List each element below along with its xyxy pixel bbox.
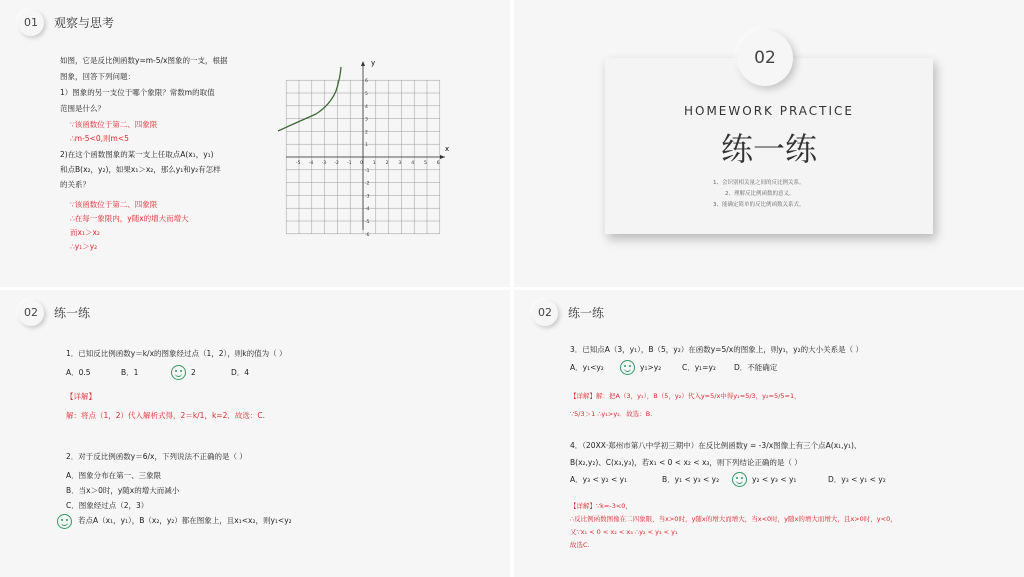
slide-homework-practice — [514, 0, 1024, 287]
explanation: 【详解】解：把A（3，y₁），B（5，y₂）代入y=5/x中得y₁=5/3，y₂=5/5=1， — [570, 392, 801, 400]
slide-practice-2 — [514, 290, 1024, 577]
x-tick-label: -4 — [308, 161, 314, 166]
option-c: y₂ < y₃ < y₁ — [752, 475, 797, 484]
homework-english-title: HOMEWORK PRACTICE — [683, 104, 855, 118]
slide-practice-1 — [0, 290, 510, 577]
option-b: B．1 — [121, 368, 139, 377]
objective-item: 2、理解反比例函数的意义。 — [725, 191, 795, 197]
smiley-icon — [620, 360, 635, 375]
answer-line: ∴m-5<0,则m<5 — [70, 134, 129, 143]
explanation: ∴反比例函数图像在二四象限，当x>0时，y随x的增大而增大，当x<0时，y随x的增大而增大，且x>0时，y<0， — [570, 515, 897, 523]
y-tick-label: -2 — [365, 181, 370, 187]
option-a: A．图象分布在第一、三象限 — [66, 471, 162, 480]
y-tick-label: 2 — [365, 130, 368, 136]
objective-item: 3、能确定简单的反比例函数关系式。 — [713, 202, 805, 208]
option-a: A．y₃ < y₂ < y₁ — [570, 475, 628, 484]
x-tick-label: -1 — [347, 161, 352, 166]
answer-line: ∴在每一象限内，y随x的增大而增大 — [70, 214, 189, 223]
x-tick-label: -3 — [321, 161, 327, 166]
smiley-icon — [57, 514, 72, 529]
option-d: D．4 — [231, 368, 250, 377]
answer-line: ∵该函数位于第二、四象限 — [70, 200, 158, 209]
question-4-cont: B(x₂,y₂)、C(x₃,y₃)，若x₁ < 0 < x₂ < x₃，则下列结论正确的是（ ） — [570, 458, 802, 467]
x-tick-label: 0 — [360, 161, 363, 166]
objectives-list — [713, 178, 805, 211]
option-a: A．0.5 — [66, 368, 91, 377]
y-tick-label: 3 — [365, 117, 368, 123]
option-b: B．y₁ < y₃ < y₂ — [662, 475, 720, 484]
slide-observe-think — [0, 0, 510, 287]
explanation: 故选C. — [570, 541, 590, 549]
section-title: 练一练 — [568, 306, 605, 320]
smiley-icon — [171, 365, 186, 380]
y-tick-label: -3 — [365, 194, 370, 200]
y-tick-label: -6 — [365, 232, 370, 238]
answer-line: ∴y₁＞y₂ — [70, 242, 98, 251]
question-2: 2．对于反比例函数y＝6/x，下列说法不正确的是（ ） — [66, 452, 247, 461]
homework-chinese-title: 练一练 — [720, 130, 817, 168]
explanation: ∵5/3＞1 ∴y₁>y₂．故选：B. — [570, 410, 653, 418]
x-tick-label: -2 — [334, 161, 339, 166]
section-number: 01 — [18, 10, 44, 36]
x-axis-label: x — [445, 145, 450, 153]
y-tick-label: -1 — [365, 168, 370, 174]
x-tick-label: -5 — [296, 161, 301, 166]
x-tick-label: 4 — [411, 161, 415, 166]
option-d: D．y₃ < y₁ < y₂ — [828, 475, 886, 484]
question-1: 1．已知反比例函数y＝k/x的图象经过点（1，2），则k的值为（ ） — [66, 349, 287, 358]
y-tick-label: -4 — [365, 207, 370, 213]
x-tick-label: 6 — [436, 161, 440, 166]
question-line: 的关系？ — [60, 180, 90, 189]
answer-line: 而x₁＞x₂ — [70, 228, 100, 237]
option-d: D．不能确定 — [734, 363, 778, 372]
coordinate-graph — [275, 55, 455, 238]
y-axis-arrow-icon — [361, 61, 365, 66]
option-c: C．图象经过点（2，3） — [66, 501, 149, 510]
question-line: 如图，它是反比例函数y=m-5/x图象的一支，根据 — [60, 56, 228, 65]
x-tick-label: 5 — [424, 161, 427, 166]
option-b: B．当x＞0时，y随x的增大而减小 — [66, 486, 180, 495]
option-c: C．y₁=y₂ — [682, 363, 716, 372]
hyperbola-curve — [278, 67, 341, 131]
question-line: 和点B(x₂，y₂)，如果x₁＞x₂，那么y₁和y₂有怎样 — [60, 165, 221, 174]
option-d: 若点A（x₁，y₁），B（x₂，y₂）都在图象上，且x₁<x₂，则y₁<y₂ — [78, 516, 292, 525]
section-number: 02 — [18, 300, 44, 326]
explanation: 【详解】∵k=-3<0， — [570, 502, 632, 510]
explanation: 又∵x₁ < 0 < x₂ < x₃ ∴y₂ < y₃ < y₁ — [570, 528, 678, 536]
detail-label: 【详解】 — [66, 392, 96, 401]
section-title: 练一练 — [54, 306, 91, 320]
explanation: 解：将点（1，2）代入解析式得，2＝k/1，k=2．故选：C. — [66, 411, 265, 420]
option-b: y₁>y₂ — [640, 363, 662, 372]
objective-item: 1、会识别相关量之间的反比例关系。 — [713, 180, 805, 186]
y-tick-label: 4 — [365, 104, 368, 110]
y-tick-label: -5 — [365, 220, 370, 225]
question-line: 范围是什么？ — [60, 104, 105, 113]
question-line: 图象，回答下列问题： — [60, 72, 135, 81]
option-c: 2 — [191, 368, 196, 377]
question-line: 1）图象的另一支位于哪个象限？常数m的取值 — [60, 88, 215, 97]
section-number-badge: 02 — [737, 30, 793, 86]
x-axis-arrow-icon — [440, 155, 445, 159]
x-tick-label: 2 — [385, 161, 389, 166]
question-3: 3．已知点A（3，y₁），B（5，y₂）在函数y=5/x的图象上，则y₁，y₂的大小关系是（ ） — [570, 345, 863, 354]
question-line: 2)在这个函数图象的某一支上任取点A(x₁，y₁) — [60, 150, 214, 159]
section-title: 观察与思考 — [54, 16, 115, 30]
question-4: 4．（20XX·郑州市第八中学初三期中）在反比例函数y = -3/x图像上有三个点A(x₁,y₁)、 — [570, 441, 862, 450]
y-tick-label: 6 — [365, 79, 368, 85]
section-number: 02 — [532, 300, 558, 326]
y-tick-label: 1 — [365, 143, 368, 149]
answer-line: ∵该函数位于第二、四象限 — [70, 120, 158, 129]
y-tick-label: 5 — [365, 92, 368, 97]
x-tick-label: 3 — [398, 161, 402, 166]
y-axis-label: y — [371, 59, 376, 67]
smiley-icon — [732, 472, 747, 487]
option-a: A．y₁<y₂ — [570, 363, 604, 372]
x-tick-label: 1 — [372, 161, 376, 166]
